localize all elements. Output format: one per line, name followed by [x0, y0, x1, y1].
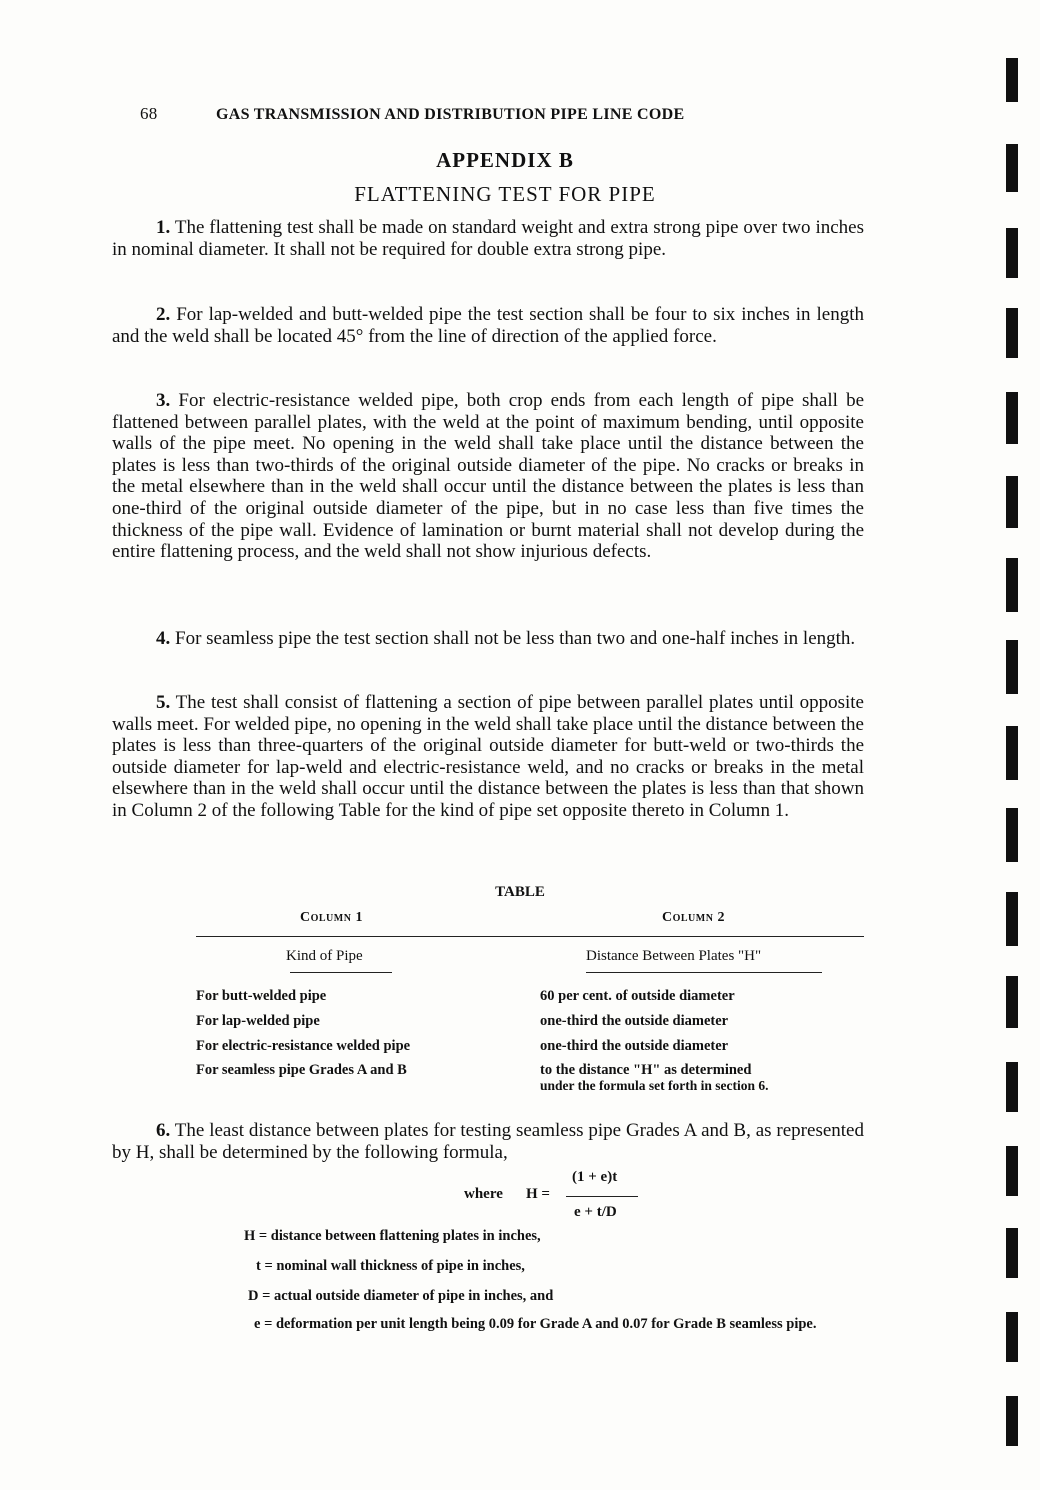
paragraph-2: 2. For lap-welded and butt-welded pipe the test section shall be four to six inches in length and the weld shall be located 45° from the line of direction of the applied force. — [112, 304, 864, 347]
scan-mark — [1006, 476, 1018, 528]
column-1-underline — [290, 972, 392, 973]
row-kind: For seamless pipe Grades A and B — [196, 1062, 407, 1078]
column-1-label: Column 1 — [300, 910, 363, 925]
scan-mark — [1006, 808, 1018, 862]
running-title: GAS TRANSMISSION AND DISTRIBUTION PIPE LINE CODE — [216, 106, 685, 123]
formula-lhs: H = — [526, 1186, 550, 1202]
scan-mark — [1006, 976, 1018, 1028]
paragraph-4: 4. For seamless pipe the test section shall not be less than two and one-half inches in length. — [156, 628, 856, 649]
table-top-rule — [196, 936, 864, 937]
scan-mark — [1006, 144, 1018, 192]
formula-where: where — [464, 1186, 503, 1202]
scan-mark — [1006, 1228, 1018, 1278]
scan-mark — [1006, 308, 1018, 358]
definition-t: t = nominal wall thickness of pipe in inches, — [256, 1258, 525, 1274]
column-1-header: Kind of Pipe — [286, 948, 363, 964]
paragraph-3: 3. For electric-resistance welded pipe, both crop ends from each length of pipe shall be flattened between parallel plates, with the weld at the point of maximum bending, until opposite walls of the pipe meet. No opening in the weld shall take place until the distance between the plates is less than two-thirds of the original outside diameter of the pipe. No cracks or breaks in the metal elsewhere than in the weld shall occur until the distance between the plates is less than one-third of the original outside diameter of the pipe, but in no case less than five times the thickness of the pipe wall. Evidence of lamination or burnt material shall not develop during the entire flattening process, and the weld shall not show injurious defects. — [112, 390, 864, 563]
formula-numerator: (1 + e)t — [572, 1169, 618, 1185]
paragraph-5: 5. The test shall consist of flattening a section of pipe between parallel plates until opposite walls meet. For welded pipe, no opening in the weld shall take place until the distance between the plates is less than three-quarters of the original outside diameter for butt-weld or two-thirds the outside diameter for lap-weld and electric-resistance weld, and no cracks or breaks in the metal elsewhere than in the weld shall occur until the distance between the plates is less than that shown in Column 2 of the following Table for the kind of pipe set opposite thereto in Column 1. — [112, 692, 864, 821]
column-2-underline — [586, 972, 822, 973]
running-header — [140, 104, 870, 124]
row-distance-continued: under the formula set forth in section 6. — [540, 1078, 769, 1093]
row-kind: For electric-resistance welded pipe — [196, 1038, 411, 1054]
column-2-label: Column 2 — [662, 910, 725, 925]
row-kind: For butt-welded pipe — [196, 988, 327, 1004]
definition-d: D = actual outside diameter of pipe in inches, and — [248, 1288, 554, 1304]
scan-mark — [1006, 58, 1018, 102]
scan-mark — [1006, 558, 1018, 612]
scan-mark — [1006, 892, 1018, 946]
scan-mark — [1006, 726, 1018, 780]
scan-mark — [1006, 640, 1018, 694]
paragraph-1: 1. The flattening test shall be made on standard weight and extra strong pipe over two inches in nominal diameter. It shall not be required for double extra strong pipe. — [112, 217, 864, 260]
row-distance: one-third the outside diameter — [540, 1013, 729, 1029]
scan-mark — [1006, 228, 1018, 278]
row-distance: 60 per cent. of outside diameter — [540, 988, 735, 1004]
definition-h: H = distance between flattening plates in inches, — [244, 1228, 541, 1244]
scan-mark — [1006, 1312, 1018, 1362]
table-caption: TABLE — [495, 884, 545, 900]
formula-denominator: e + t/D — [574, 1204, 617, 1220]
paragraph-6: 6. The least distance between plates for testing seamless pipe Grades A and B, as represented by H, shall be determined by the following formula, — [112, 1120, 864, 1163]
appendix-title: APPENDIX B — [436, 148, 574, 172]
row-distance: one-third the outside diameter — [540, 1038, 729, 1054]
definition-e: e = deformation per unit length being 0.09 for Grade A and 0.07 for Grade B seamless pipe. — [254, 1316, 817, 1332]
scan-mark — [1006, 1146, 1018, 1196]
row-kind: For lap-welded pipe — [196, 1013, 320, 1029]
scan-mark — [1006, 392, 1018, 444]
scan-mark — [1006, 1062, 1018, 1112]
scan-mark — [1006, 1396, 1018, 1446]
column-2-header: Distance Between Plates "H" — [586, 948, 762, 964]
page-number: 68 — [140, 104, 158, 123]
appendix-subtitle: FLATTENING TEST FOR PIPE — [354, 182, 656, 206]
formula-fraction-bar — [566, 1196, 638, 1197]
row-distance: to the distance "H" as determined — [540, 1062, 752, 1078]
